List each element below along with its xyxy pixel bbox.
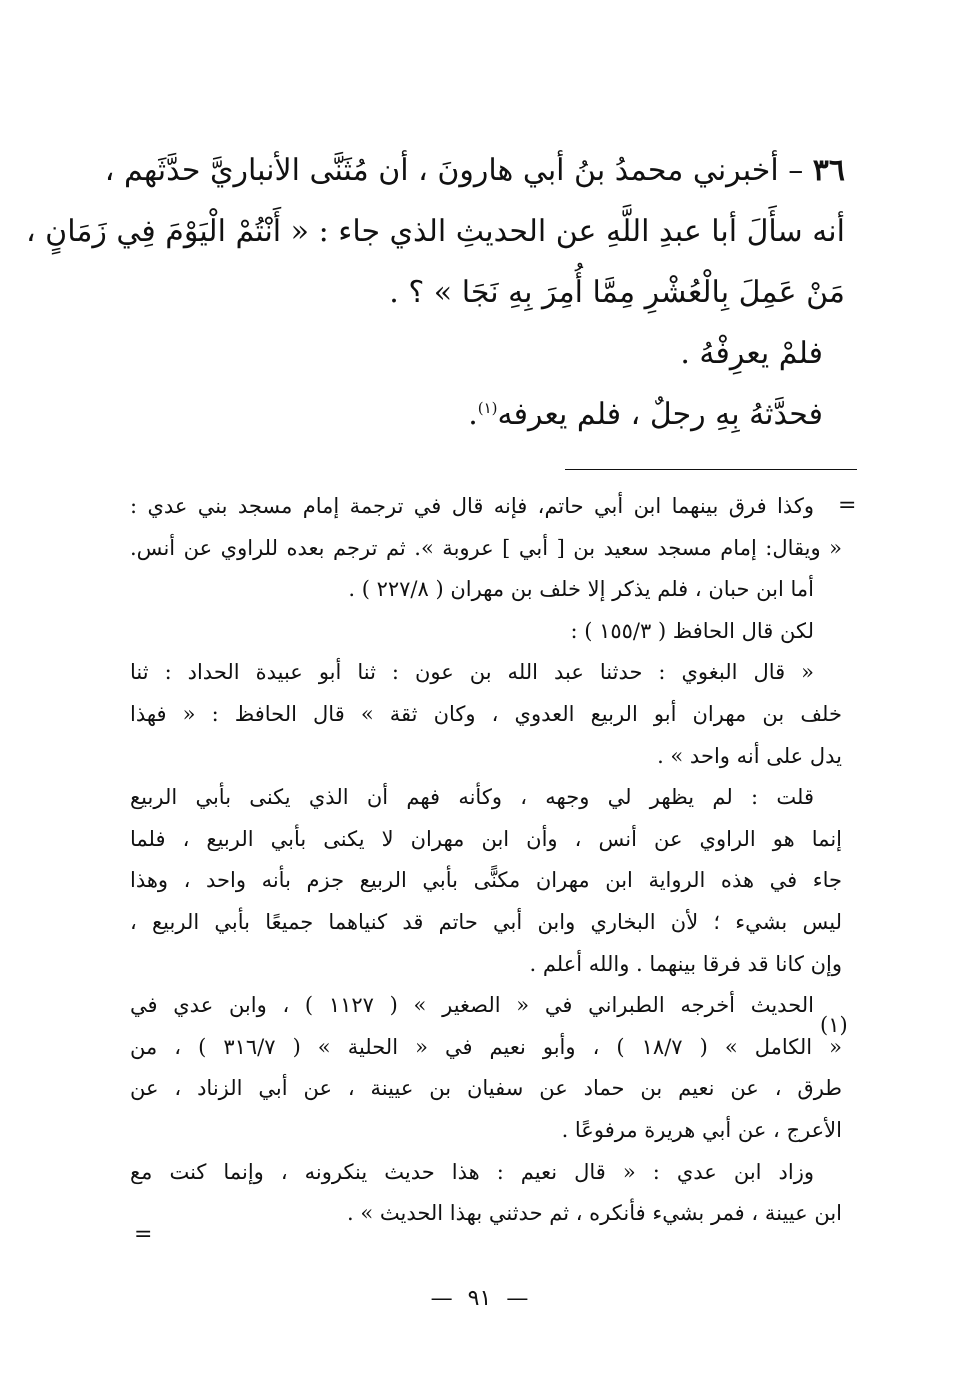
- hadith-number: ٣٦: [812, 153, 845, 188]
- note-line-text: إنما هو الراوي عن أنس ، وأن ابن مهران لا يكنى بأبي الربيع ، فلما: [130, 826, 842, 851]
- note-line-text: « الكامل » ( ١٨/٧ ) ، وأبو نعيم في « الحلية » ( ٣١٦/٧ ) ، من: [130, 1034, 842, 1059]
- note-line-text: طرق ، عن نعيم بن حماد عن سفيان بن عيينة ، عن أبي الزناد ، عن: [130, 1076, 842, 1101]
- footer-dash-left: —: [430, 1286, 453, 1311]
- main-text-block: [25, 140, 845, 445]
- note-line-text: يدل على أنه واحد » .: [657, 743, 842, 768]
- note-line: [130, 777, 842, 819]
- note-line: [130, 860, 842, 902]
- note-line: [130, 902, 842, 944]
- continuation-marker-top: =: [838, 493, 857, 518]
- continuation-marker-bottom: =: [134, 1222, 153, 1247]
- note-line-text: « ويقال: إمام مسجد سعيد بن [ أبي ] عروبة ». ثم ترجم بعده للراوي عن أنس.: [130, 535, 842, 560]
- note-line: [130, 1152, 842, 1194]
- note-line: [130, 944, 842, 986]
- note-line: [130, 528, 842, 570]
- note-line: [130, 652, 842, 694]
- note-line: [130, 611, 842, 653]
- note-line-text: وإن كانا قد فرقا بينهما . والله أعلم .: [529, 951, 842, 976]
- footer-dash-right: —: [506, 1286, 529, 1311]
- note-line: [130, 985, 842, 1027]
- footnote-reference[interactable]: (١): [477, 399, 498, 417]
- main-line-4: [130, 323, 845, 384]
- main-line-4-text: فلمْ يعرِفْهُ .: [680, 336, 823, 371]
- note-line-text: جاء في هذه الرواية ابن مهران مكنًّى بأبي الربيع جزم بأنه واحد ، وهذا: [130, 868, 842, 893]
- note-line: [130, 1110, 842, 1152]
- note-line-text: « قال البغوي : حدثنا عبد الله بن عون : ثنا أبو عبيدة الحداد : ثنا: [130, 660, 814, 685]
- main-end-dot: .: [468, 397, 478, 432]
- page-number: ٩١: [467, 1286, 492, 1311]
- main-line-1: [104, 140, 845, 201]
- main-line-3: [130, 262, 845, 323]
- note-line-text: وزاد ابن عدي : « قال نعيم : هذا حديث ينكرونه ، وإنما كنت مع: [130, 1159, 814, 1184]
- note-line: [130, 1193, 842, 1235]
- footnotes-block: [130, 486, 842, 1235]
- note-line: [130, 486, 842, 528]
- note-line: [130, 569, 842, 611]
- page-footer: [0, 1286, 959, 1311]
- note-line-text: لكن قال الحافظ ( ١٥٥/٣ ) :: [570, 618, 814, 643]
- footnote-1-marker: (١): [820, 1013, 848, 1037]
- main-line-3-text: مَنْ عَمِلَ بِالْعُشْرِ مِمَّا أُمِرَ بِهِ نَجَا » ؟ .: [389, 275, 845, 310]
- note-line: [130, 694, 842, 736]
- note-line-text: قلت : لم يظهر لي وجهه ، وكأنه فهم أن الذي يكنى بأبي الربيع: [130, 785, 814, 810]
- note-line: [130, 1068, 842, 1110]
- main-line-2-text: أنه سأَلَ أبا عبدِ اللَّهِ عن الحديثِ الذي جاء : « أَنْتُمْ الْيَوْمَ فِي زَمَانٍ ،: [25, 214, 845, 249]
- note-line: [130, 1027, 842, 1069]
- footnote-separator: [565, 469, 857, 470]
- main-line-5: [130, 384, 845, 445]
- main-line-2: [25, 201, 845, 262]
- main-line-1-text: – أخبرني محمدُ بنُ أبي هارونَ ، أن مُثَنَّى الأنباريَّ حدَّثَهم ،: [104, 153, 804, 188]
- note-line-text: خلف بن مهران أبو الربيع العدوي ، وكان ثقة » قال الحافظ : « فهذا: [130, 701, 842, 726]
- note-line: [130, 736, 842, 778]
- note-line-text: وكذا فرق بينهما ابن أبي حاتم، فإنه قال في ترجمة إمام مسجد بني عدي :: [130, 494, 814, 518]
- note-line-text: الأعرج ، عن أبي هريرة مرفوعًا .: [561, 1117, 842, 1142]
- note-line-text: الحديث أخرجه الطبراني في « الصغير » ( ١١٢٧ ) ، وابن عدي في: [130, 993, 814, 1018]
- note-line: [130, 819, 842, 861]
- note-line-text: أما ابن حبان ، فلم يذكر إلا خلف بن مهران ( ٢٢٧/٨ ) .: [348, 577, 814, 602]
- note-line-text: ابن عيينة ، فمر بشيء فأنكره ، ثم حدثني بهذا الحديث » .: [346, 1201, 842, 1226]
- note-line-text: ليس بشيء ؛ لأن البخاري وابن أبي حاتم قد كنياهما جميعًا بأبي الربيع ،: [130, 909, 842, 934]
- main-line-5-text: فحدَّثهُ بِهِ رجلٌ ، فلم يعرفه: [497, 397, 823, 432]
